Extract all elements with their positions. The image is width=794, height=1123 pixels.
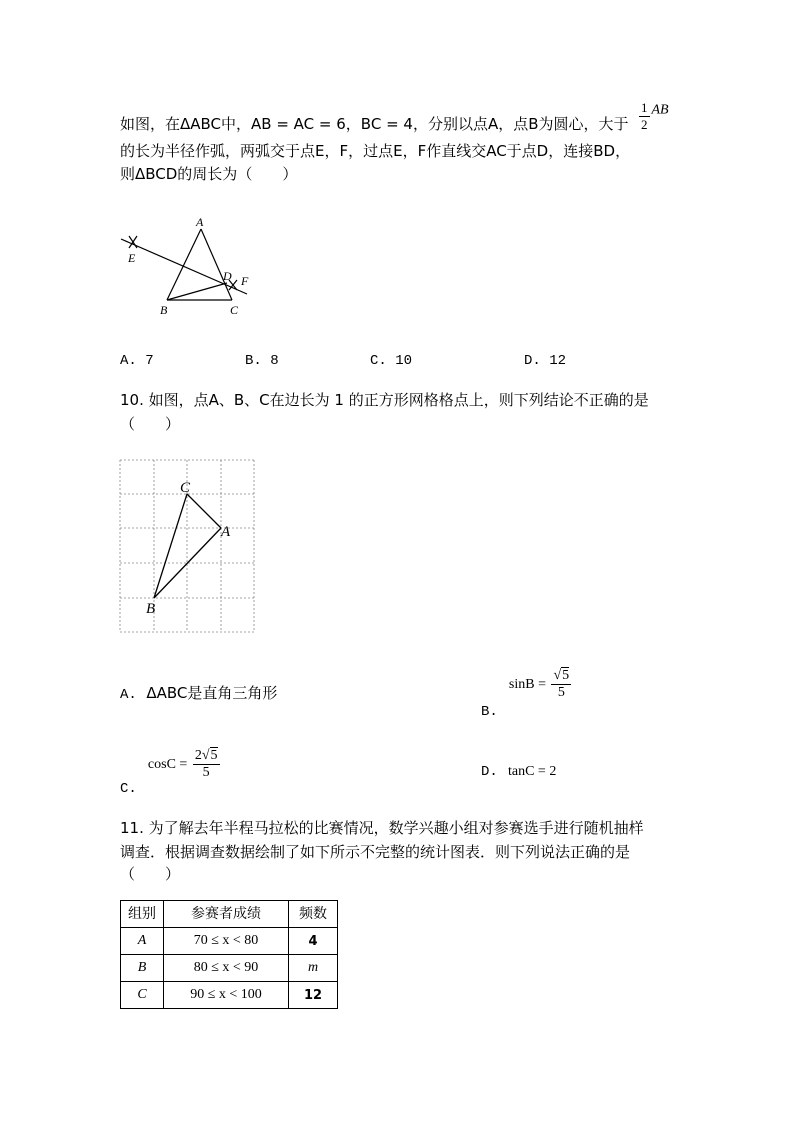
q10-option-d-text: tanC = 2: [507, 764, 557, 779]
table-header-score: 参赛者成绩: [164, 901, 289, 928]
table-row: [121, 928, 338, 955]
q9-option-a[interactable]: A. 7: [120, 353, 154, 369]
q10-option-a-letter: A.: [120, 687, 137, 703]
q9-line1: [120, 113, 629, 135]
q9-half-num: 1: [641, 100, 648, 115]
table-cell-group: C: [121, 982, 164, 1009]
q10-option-b-den: 5: [557, 685, 565, 700]
q9-half-den: 2: [641, 117, 648, 132]
q10-option-c-lhs: cosC =: [147, 756, 188, 772]
q10-label-c: C: [180, 480, 191, 496]
q9-side-ab: [167, 229, 201, 300]
q10-line1: 10. 如图，点A、B、C在边长为 1 的正方形网格格点上，则下列结论不正确的是: [120, 391, 649, 409]
q10-option-b[interactable]: B. sinB = $\frac{√5}{5}$: [481, 668, 570, 720]
q9-label-f: F: [241, 274, 249, 288]
q9-label-d: D: [223, 269, 232, 283]
q10-option-c-num: 5: [210, 748, 218, 763]
q9-label-b: B: [160, 303, 168, 317]
q10-line2: （ ）: [120, 415, 181, 433]
table-header-group: 组别: [121, 901, 164, 928]
table-cell-group: A: [121, 928, 164, 955]
q10-option-c-coef: 2: [194, 748, 202, 763]
q10-option-d[interactable]: [481, 760, 556, 780]
q10-label-a: A: [221, 524, 231, 540]
table-cell-frequency: 4: [289, 928, 338, 955]
table-cell-score: 80 ≤ x < 90: [164, 955, 289, 982]
q11-line3: （ ）: [120, 865, 181, 883]
q9-line1-text: 如图，在ΔABC中，AB = AC = 6，BC = 4，分别以点A，点B为圆心，大于: [120, 115, 629, 133]
table-cell-group: B: [121, 955, 164, 982]
q10-option-b-num: 5: [562, 668, 570, 683]
q10-option-a[interactable]: [120, 682, 277, 706]
q11-line1: 11. 为了解去年半程马拉松的比赛情况，数学兴趣小组对参赛选手进行随机抽样: [120, 819, 644, 837]
q10-side-ca: [187, 494, 221, 528]
q9-label-a: A: [196, 215, 204, 229]
q10-option-c-letter: C.: [120, 780, 137, 797]
q9-line3: 则ΔBCD的周长为（ ）: [120, 165, 298, 183]
q9-label-c: C: [230, 303, 239, 317]
table-row: [121, 982, 338, 1009]
q9-line2: 的长为半径作弧，两弧交于点E，F，过点E，F作直线交AC于点D，连接BD，: [120, 142, 631, 160]
q9-option-d[interactable]: D. 12: [524, 353, 567, 369]
q9-half-fraction: [637, 100, 669, 133]
table-cell-frequency: 12: [289, 982, 338, 1009]
q9-option-c[interactable]: C. 10: [370, 353, 413, 369]
table-row: [121, 955, 338, 982]
table-cell-score: 90 ≤ x < 100: [164, 982, 289, 1009]
q9-label-e: E: [128, 251, 136, 265]
q10-label-b: B: [146, 601, 156, 617]
q10-option-c-den: 5: [202, 765, 210, 780]
q9-arc-mark-e: [129, 236, 137, 248]
q10-option-c[interactable]: C. cosC = $\frac{2√5}{5}$: [120, 748, 218, 797]
q10-option-b-letter: B.: [481, 703, 498, 720]
q10-grid-figure: [118, 458, 258, 636]
q9-option-b[interactable]: B. 8: [245, 353, 279, 369]
q11-line2: 调查．根据调查数据绘制了如下所示不完整的统计图表．则下列说法正确的是: [120, 843, 631, 861]
q9-figure: [115, 212, 285, 322]
q9-perp-bisector: [121, 239, 247, 294]
table-header-frequency: 频数: [289, 901, 338, 928]
table-cell-frequency: m: [289, 955, 338, 982]
q9-half-ab: AB: [651, 102, 669, 118]
q10-option-b-lhs: sinB =: [508, 676, 546, 692]
table-header-row: [121, 901, 338, 928]
q9-segment-bd: [167, 283, 227, 300]
table-cell-score: 70 ≤ x < 80: [164, 928, 289, 955]
q10-option-a-text: ΔABC是直角三角形: [146, 684, 278, 702]
q10-side-cb: [154, 494, 187, 598]
q10-option-d-letter: D.: [481, 764, 498, 780]
q11-frequency-table: [120, 900, 338, 1009]
